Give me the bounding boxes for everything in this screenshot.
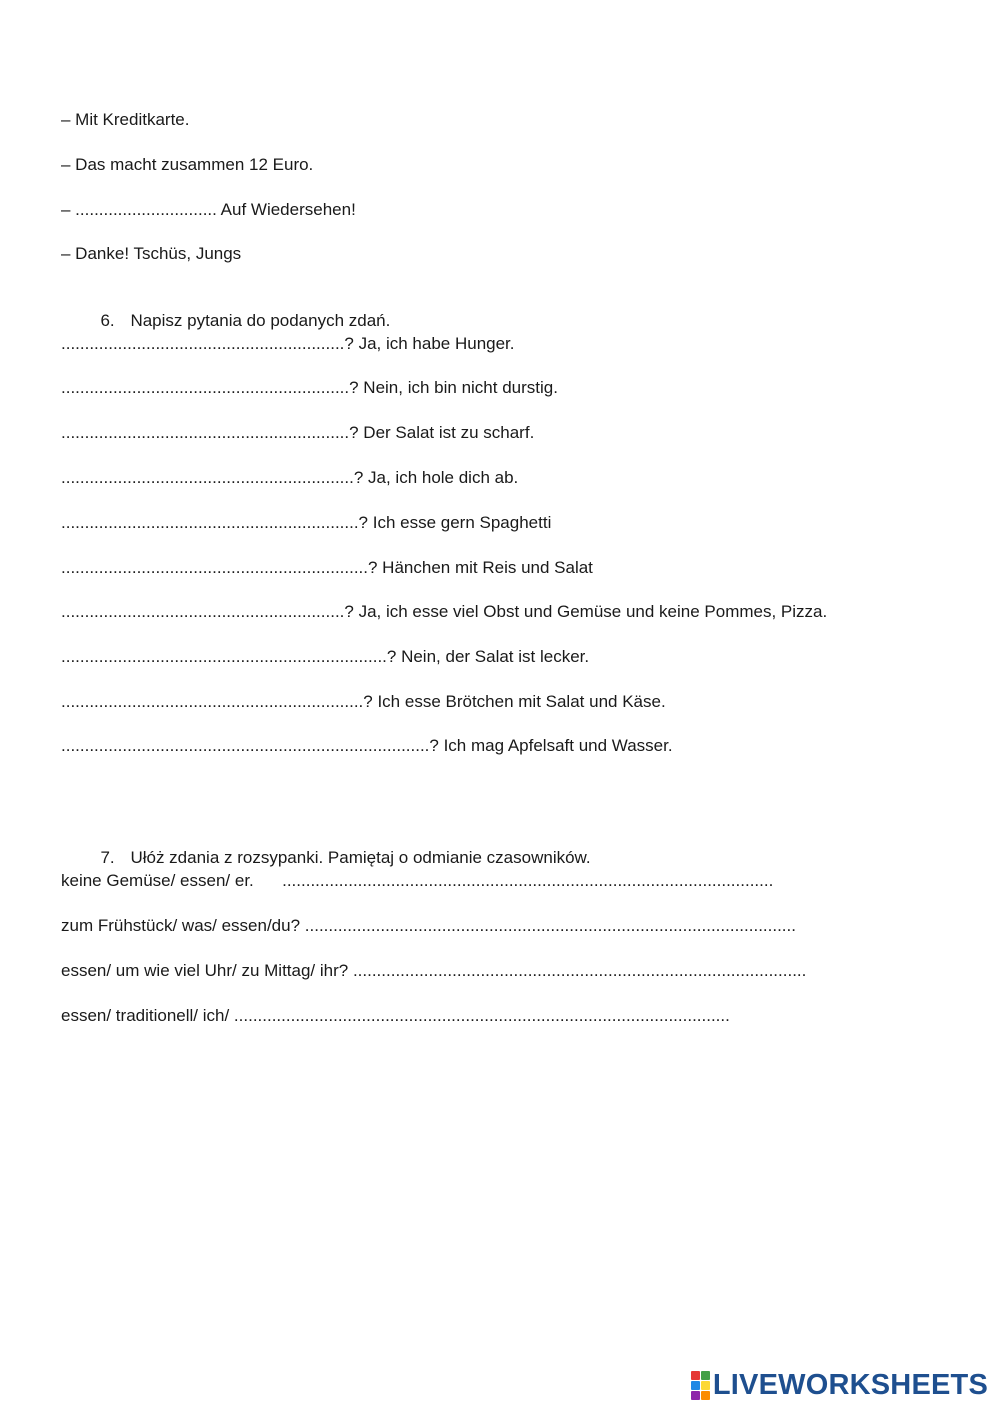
dialogue-line-2: – Das macht zusammen 12 Euro. [61,155,314,174]
task-6-line: .............................................................? Der Salat ist zu scharf. [61,423,535,442]
task-6-line: ..............................................................................? Ich mag Apfelsaft und Wasser. [61,736,673,755]
task-6-instruction: Napisz pytania do podanych zdań. [130,311,391,330]
liveworksheets-logo-text: LIVEWORKSHEETS [712,1369,988,1401]
task-6-line: .....................................................................? Nein, der Salat ist lecker. [61,647,590,666]
logo-square [691,1391,700,1400]
logo-square [701,1391,710,1400]
task-6-line: .............................................................? Nein, ich bin nicht durstig. [61,378,558,397]
task-6-line: ...............................................................? Ich esse gern Spaghetti [61,513,552,532]
dialogue-line-1: – Mit Kreditkarte. [61,110,190,129]
logo-square [701,1371,710,1380]
task-7-line: keine Gemüse/ essen/ er. ........................................................................................................ [61,871,774,890]
task-6-line: ............................................................? Ja, ich esse viel Obst und Gemüse und keine Pommes, Pizza. [61,602,828,621]
task-6-line: ..............................................................? Ja, ich hole dich ab. [61,468,519,487]
task-7-line: essen/ traditionell/ ich/ ......................................................................................................... [61,1006,730,1025]
task-7-heading [91,825,591,869]
task-6-line: ................................................................? Ich esse Brötchen mit Salat und Käse. [61,692,666,711]
task-6-number: 6. [100,311,115,330]
liveworksheets-logo-icon [691,1371,710,1400]
logo-square [691,1381,700,1390]
dialogue-line-3: – .............................. Auf Wiedersehen! [61,200,356,219]
task-7-instruction: Ułóż zdania z rozsypanki. Pamiętaj o odmianie czasowników. [130,848,591,867]
logo-square [701,1381,710,1390]
logo-square [691,1371,700,1380]
task-7-line: essen/ um wie viel Uhr/ zu Mittag/ ihr? ................................................................................................ [61,961,807,980]
liveworksheets-logo [691,1370,988,1400]
task-6-line: .................................................................? Hänchen mit Reis und Salat [61,558,593,577]
task-7-number: 7. [100,848,115,867]
task-6-heading [91,288,390,332]
dialogue-line-4: – Danke! Tschüs, Jungs [61,244,242,263]
task-6-line: ............................................................? Ja, ich habe Hunger. [61,334,515,353]
task-7-line: zum Frühstück/ was/ essen/du? ........................................................................................................ [61,916,796,935]
